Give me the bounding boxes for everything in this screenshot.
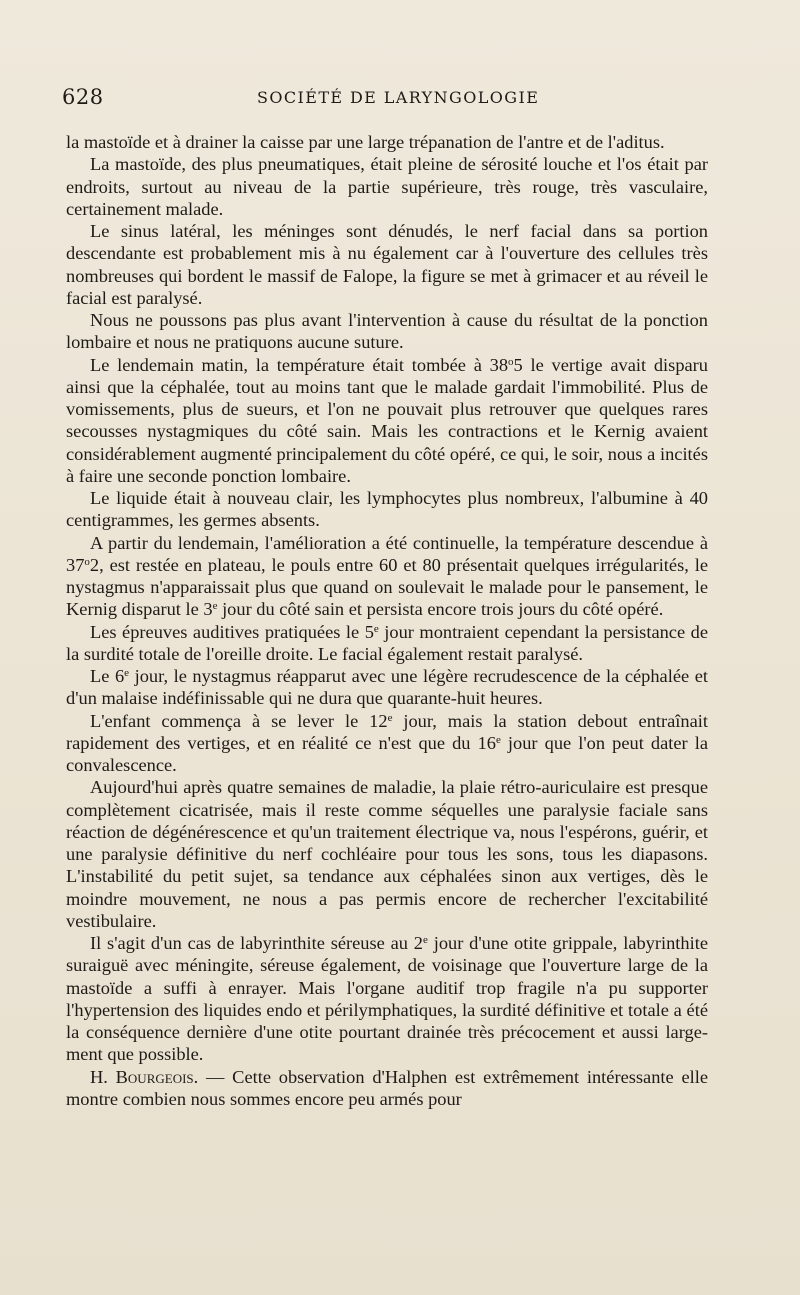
text-run: Le 6 [90,666,125,686]
text-run: 5 le vertige avait disparu ainsi que la céphalée, tout au moins tant que le malade gardait l'immobilité. Plus de vomissements, plus de sueurs, et l'on ne pouvait plus retrouver que quelques rares secousses nystagmiques du côté sain. Mais les contractions et le Kernig avaient considérablement augmenté principalement du côté opéré, ce qui, le soir, nous a incités à faire une seconde ponction lombaire. [66,354,708,486]
text-run: 2, est restée en plateau, le pouls entre 60 et 80 présentait quelques irrégularités, le nystagmus n'apparaissait plus que quand on soulevait le malade pour le pansement, le Kernig disparut le 3 [66,554,708,620]
paragraph [66,932,708,1066]
page-number: 628 [62,85,104,109]
superscript: e [124,667,130,679]
text-run: Les épreuves auditives pratiquées le 5 [90,621,374,642]
text-run: jour, le nystagmus réapparut avec une légère recrudescence de la céphalée et d'un malaise indéfinissable qui ne dura que quarante-huit heures. [66,666,708,709]
paragraph: Nous ne poussons pas plus avant l'intervention à cause du résultat de la ponction lombaire et nous ne pratiquons aucune suture. [66,310,708,353]
text-run: — Cette observation d'Halphen est extrêmement intéressante elle montre combien nous sommes encore peu armés pour [66,1066,708,1109]
paragraph [66,532,708,621]
superscript: e [423,934,428,946]
text-run: jour, mais la station debout entraînait rapidement des vertiges, et en réalité ce n'est que du 16 [66,710,708,753]
paragraph: La mastoïde, des plus pneumatiques, était pleine de sérosité louche et l'os était par endroits, surtout au niveau de la partie supérieure, très rouge, très vasculaire, certainement malade. [66,154,708,219]
superscript: e [495,733,501,746]
superscript: o [84,555,90,568]
text-run: jour du côté sain et persista encore trois jours du côté opéré. [217,599,664,620]
paragraph [66,1066,708,1111]
body-text [66,131,708,1110]
text-run: A partir du lendemain, l'amélioration a été continuelle, la température descendue à 37 [66,532,708,575]
text-run: L'enfant commença à se lever le 12 [90,710,388,731]
paragraph: Aujourd'hui après quatre semaines de maladie, la plaie rétro-auriculaire est presque complètement cicatrisée, mais il reste comme séquelles une paralysie faciale sans réaction de dégénérescence et qu'un traitement électrique va, nous l'espérons, guérir, et une paralysie définitive du nerf cochléaire pour tous les sons, tous les diapasons. L'instabilité du petit sujet, sa tendance aux céphalées sinon aux vertiges, dès le moindre mouvement, ne nous a pas permis encore de rechercher l'excitabilité vestibulaire. [66,777,708,931]
text-run: jour que l'on peut dater la convalescence. [66,732,708,775]
paragraph: Le sinus latéral, les méninges sont dénudés, le nerf facial dans sa portion descendante est probablement mis à nu également car à l'ouverture des cellules très nombreuses qui bordent le massif de Falope, la figure se met à grimacer et au réveil le facial est paralysé. [66,221,708,308]
superscript: e [373,622,379,635]
text-run: Il s'agit d'un cas de labyrinthite séreuse au 2 [90,933,424,953]
text-run: jour montraient cependant la persistance de la surdité totale de l'oreille droite. Le facial également restait paralysé. [66,621,708,664]
running-head: SOCIÉTÉ DE LARYNGOLOGIE [257,88,540,107]
paragraph: la mastoïde et à drainer la caisse par une large trépanation de l'antre et de l'aditus. [66,132,665,152]
paragraph [66,710,708,777]
superscript: o [508,355,514,368]
paragraph [66,354,708,488]
paragraph [66,665,708,710]
page-header [62,85,712,111]
text-run: Le lendemain matin, la température était tombée à 38 [90,354,509,375]
superscript: e [212,600,218,613]
text-run: jour d'une otite grippale, labyrinthite suraiguë avec méningite, séreuse également, de voisinage que l'ouverture large de la mastoïde a suffi à enrayer. Mais l'organe auditif trop fragile n'a pu supporter l'hypertension des liquides endo et périlymphatiques, la surdité définitive et totale a été la conséquence dernière d'une otite pourtant drainée très précocement et aussi large-ment que possible. [66,933,708,1065]
paragraph: Le liquide était à nouveau clair, les lymphocytes plus nombreux, l'albumine à 40 centigrammes, les germes absents. [66,488,708,531]
paragraph [66,621,708,666]
speaker-name: H. Bourgeois. [90,1066,199,1087]
superscript: e [387,711,393,724]
